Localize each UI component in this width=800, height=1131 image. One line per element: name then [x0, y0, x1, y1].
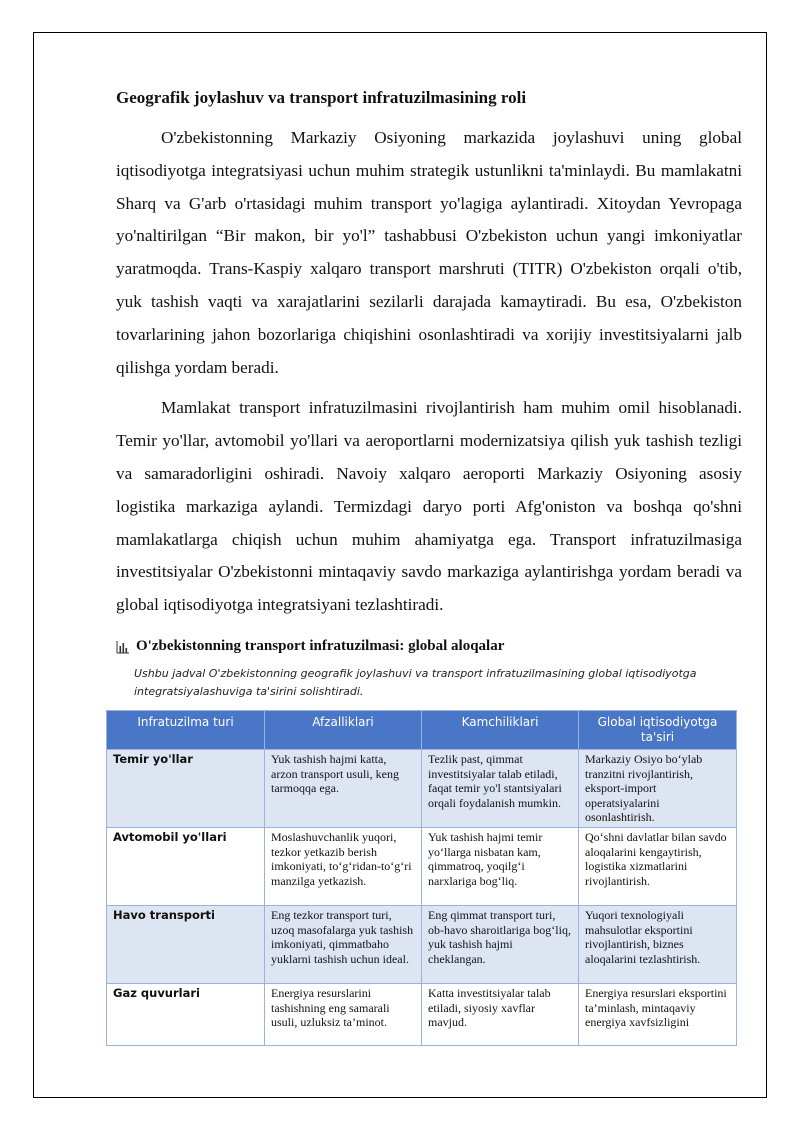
section-heading: Geografik joylashuv va transport infratuzilmasining roli	[116, 88, 527, 107]
row-label: Havo transporti	[107, 905, 265, 983]
table-cell: Eng qimmat transport turi, ob-havo sharoitlariga bog‘liq, yuk tashish hajmi cheklangan.	[422, 905, 579, 983]
table-cell: Energiya resurslari eksportini ta’minlash, mintaqaviy energiya xavfsizligini	[579, 983, 737, 1045]
table-row	[107, 750, 737, 828]
row-label: Temir yo'llar	[107, 750, 265, 828]
table-section-title	[116, 638, 504, 655]
paragraph-1: O'zbekistonning Markaziy Osiyoning markazida joylashuvi uning global iqtisodiyotga integratsiyasi uchun muhim strategik ustunlikni ta'minlaydi. Bu mamlakatni Sharq va G'arb o'rtasidagi muhim transport yo'lagiga aylantiradi. Xitoydan Yevropaga yo'naltirilgan “Bir makon, bir yo'l” tashabbusi O'zbekiston uchun yangi imkoniyatlar yaratmoqda. Trans-Kaspiy xalqaro transport marshruti (TITR) O'zbekiston orqali o'tib, yuk tashish vaqti va xarajatlarini sezilarli darajada kamaytiradi. Bu esa, O'zbekiston tovarlarining jahon bozorlariga chiqishini osonlashtiradi va xorijiy investitsiyalarni jalb qilishga yordam beradi.	[116, 128, 742, 377]
column-header: Infratuzilma turi	[107, 711, 265, 750]
paragraph-2: Mamlakat transport infratuzilmasini rivojlantirish ham muhim omil hisoblanadi. Temir yo'llar, avtomobil yo'llari va aeroportlarni modernizatsiya qilish yuk tashish tezligi va samaradorligini oshiradi. Navoiy xalqaro aeroporti Markaziy Osiyoning asosiy logistika markaziga aylandi. Termizdagi daryo porti Afg'oniston va boshqa qo'shni mamlakatlarga chiqish uchun muhim ahamiyatga ega. Transport infratuzilmasiga investitsiyalar O'zbekistonni mintaqaviy savdo markaziga aylantirishga yordam beradi va global iqtisodiyotga integratsiyani tezlashtiradi.	[116, 398, 742, 615]
table-cell: Qo‘shni davlatlar bilan savdo aloqalarini kengaytirish, logistika xizmatlarini rivojlantirish.	[579, 827, 737, 905]
table-header-row	[107, 711, 737, 750]
table-cell: Energiya resurslarini tashishning eng samarali usuli, uzluksiz ta’minot.	[265, 983, 422, 1045]
table-title-text: O'zbekistonning transport infratuzilmasi: global aloqalar	[136, 638, 505, 654]
document-body	[116, 86, 742, 630]
table-cell: Yuqori texnologiyali mahsulotlar eksportini rivojlantirish, biznes aloqalarini tezlashtirish.	[579, 905, 737, 983]
table-row	[107, 827, 737, 905]
table-cell: Yuk tashish hajmi temir yo‘llarga nisbatan kam, qimmatroq, yoqilg‘i narxlariga bog‘liq.	[422, 827, 579, 905]
infrastructure-table	[106, 710, 737, 1046]
column-header: Afzalliklari	[265, 711, 422, 750]
row-label: Avtomobil yo'llari	[107, 827, 265, 905]
column-header: Global iqtisodiyotga ta'siri	[579, 711, 737, 750]
bar-chart-icon	[116, 640, 130, 654]
table-cell: Yuk tashish hajmi katta, arzon transport usuli, keng tarmoqqa ega.	[265, 750, 422, 828]
row-label: Gaz quvurlari	[107, 983, 265, 1045]
table-cell: Eng tezkor transport turi, uzoq masofalarga yuk tashish imkoniyati, qimmatbaho yuklarni tashish uchun ideal.	[265, 905, 422, 983]
table-cell: Moslashuvchanlik yuqori, tezkor yetkazib berish imkoniyati, to‘g‘ridan-to‘g‘ri manzilga yetkazish.	[265, 827, 422, 905]
table-row	[107, 983, 737, 1045]
table-cell: Tezlik past, qimmat investitsiyalar talab etiladi, faqat temir yo'l stantsiyalari orqali foydalanish mumkin.	[422, 750, 579, 828]
column-header: Kamchiliklari	[422, 711, 579, 750]
table-cell: Markaziy Osiyo bo‘ylab tranzitni rivojlantirish, eksport-import operatsiyalarini osonlashtirish.	[579, 750, 737, 828]
table-cell: Katta investitsiyalar talab etiladi, siyosiy xavflar mavjud.	[422, 983, 579, 1045]
table-row	[107, 905, 737, 983]
table-caption: Ushbu jadval O'zbekistonning geografik joylashuvi va transport infratuzilmasining global iqtisodiyotga integratsiyalashuviga ta'sirini solishtiradi.	[134, 667, 697, 698]
